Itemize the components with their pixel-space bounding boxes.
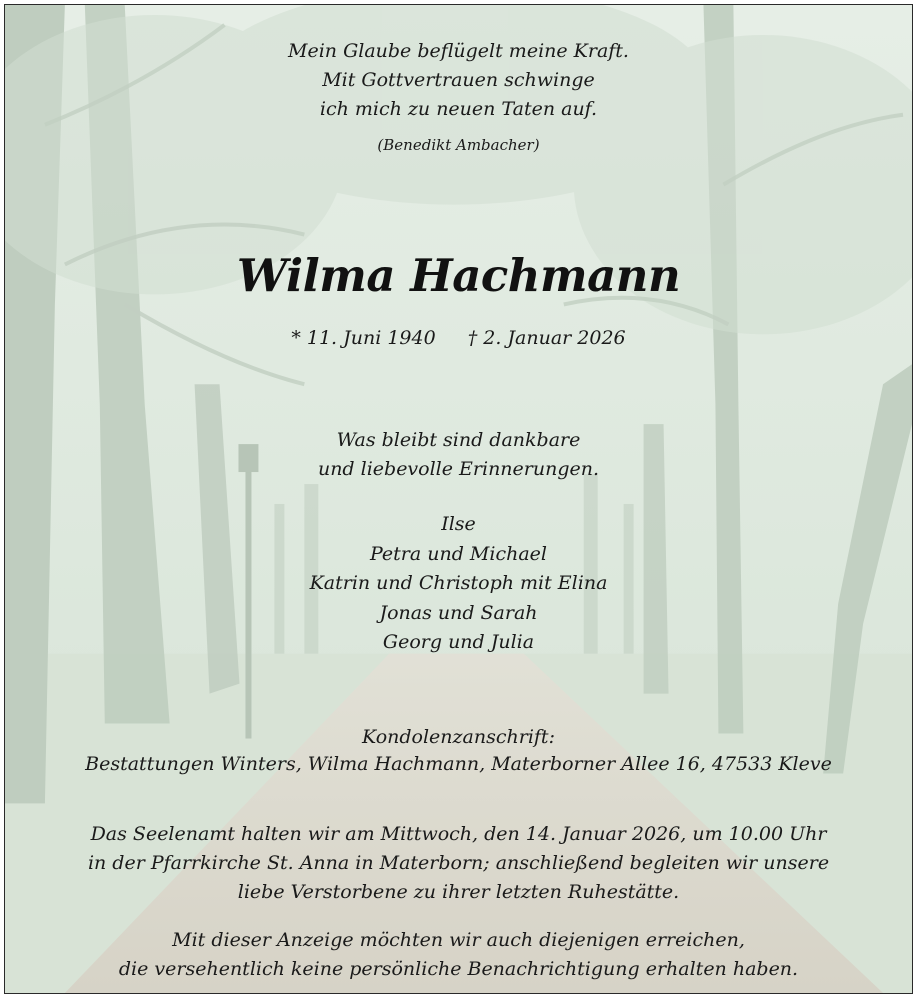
- service-line: Das Seelenamt halten wir am Mittwoch, den 14. Januar 2026, um 10.00 Uhr: [90, 823, 827, 845]
- life-dates: [5, 327, 912, 349]
- quote-line: Mit Gottvertrauen schwinge: [322, 69, 595, 91]
- opening-quote: [5, 37, 912, 124]
- service-line: liebe Verstorbene zu ihrer letzten Ruhestätte.: [237, 881, 680, 903]
- service-line: in der Pfarrkirche St. Anna in Materborn; anschließend begleiten wir unsere: [87, 852, 830, 874]
- quote-line: ich mich zu neuen Taten auf.: [319, 98, 598, 120]
- deceased-name: Wilma Hachmann: [236, 249, 681, 302]
- birth-date: * 11. Juni 1940: [291, 327, 436, 349]
- notice-text: [5, 5, 912, 993]
- death-date: † 2. Januar 2026: [467, 327, 626, 349]
- family-member: Ilse: [441, 513, 476, 535]
- family-member: Katrin und Christoph mit Elina: [309, 572, 608, 594]
- memory-text: [5, 426, 912, 484]
- family-list: [5, 510, 912, 658]
- family-member: Jonas und Sarah: [379, 601, 538, 624]
- closing-line: die versehentlich keine persönliche Benachrichtigung erhalten haben.: [118, 958, 799, 980]
- memory-line: und liebevolle Erinnerungen.: [317, 458, 600, 480]
- service-info: [5, 820, 912, 907]
- obituary-notice: [4, 4, 913, 994]
- quote-author: (Benedikt Ambacher): [377, 136, 540, 154]
- closing-note: [5, 926, 912, 984]
- condolence-address: Bestattungen Winters, Wilma Hachmann, Materborner Allee 16, 47533 Kleve: [85, 753, 832, 775]
- quote-line: Mein Glaube beflügelt meine Kraft.: [288, 40, 629, 62]
- family-member: Petra und Michael: [370, 542, 547, 565]
- family-member: Georg und Julia: [382, 631, 535, 653]
- memory-line: Was bleibt sind dankbare: [336, 429, 581, 451]
- condolence-label: Kondolenzanschrift:: [362, 726, 555, 748]
- closing-line: Mit dieser Anzeige möchten wir auch diejenigen erreichen,: [172, 929, 745, 951]
